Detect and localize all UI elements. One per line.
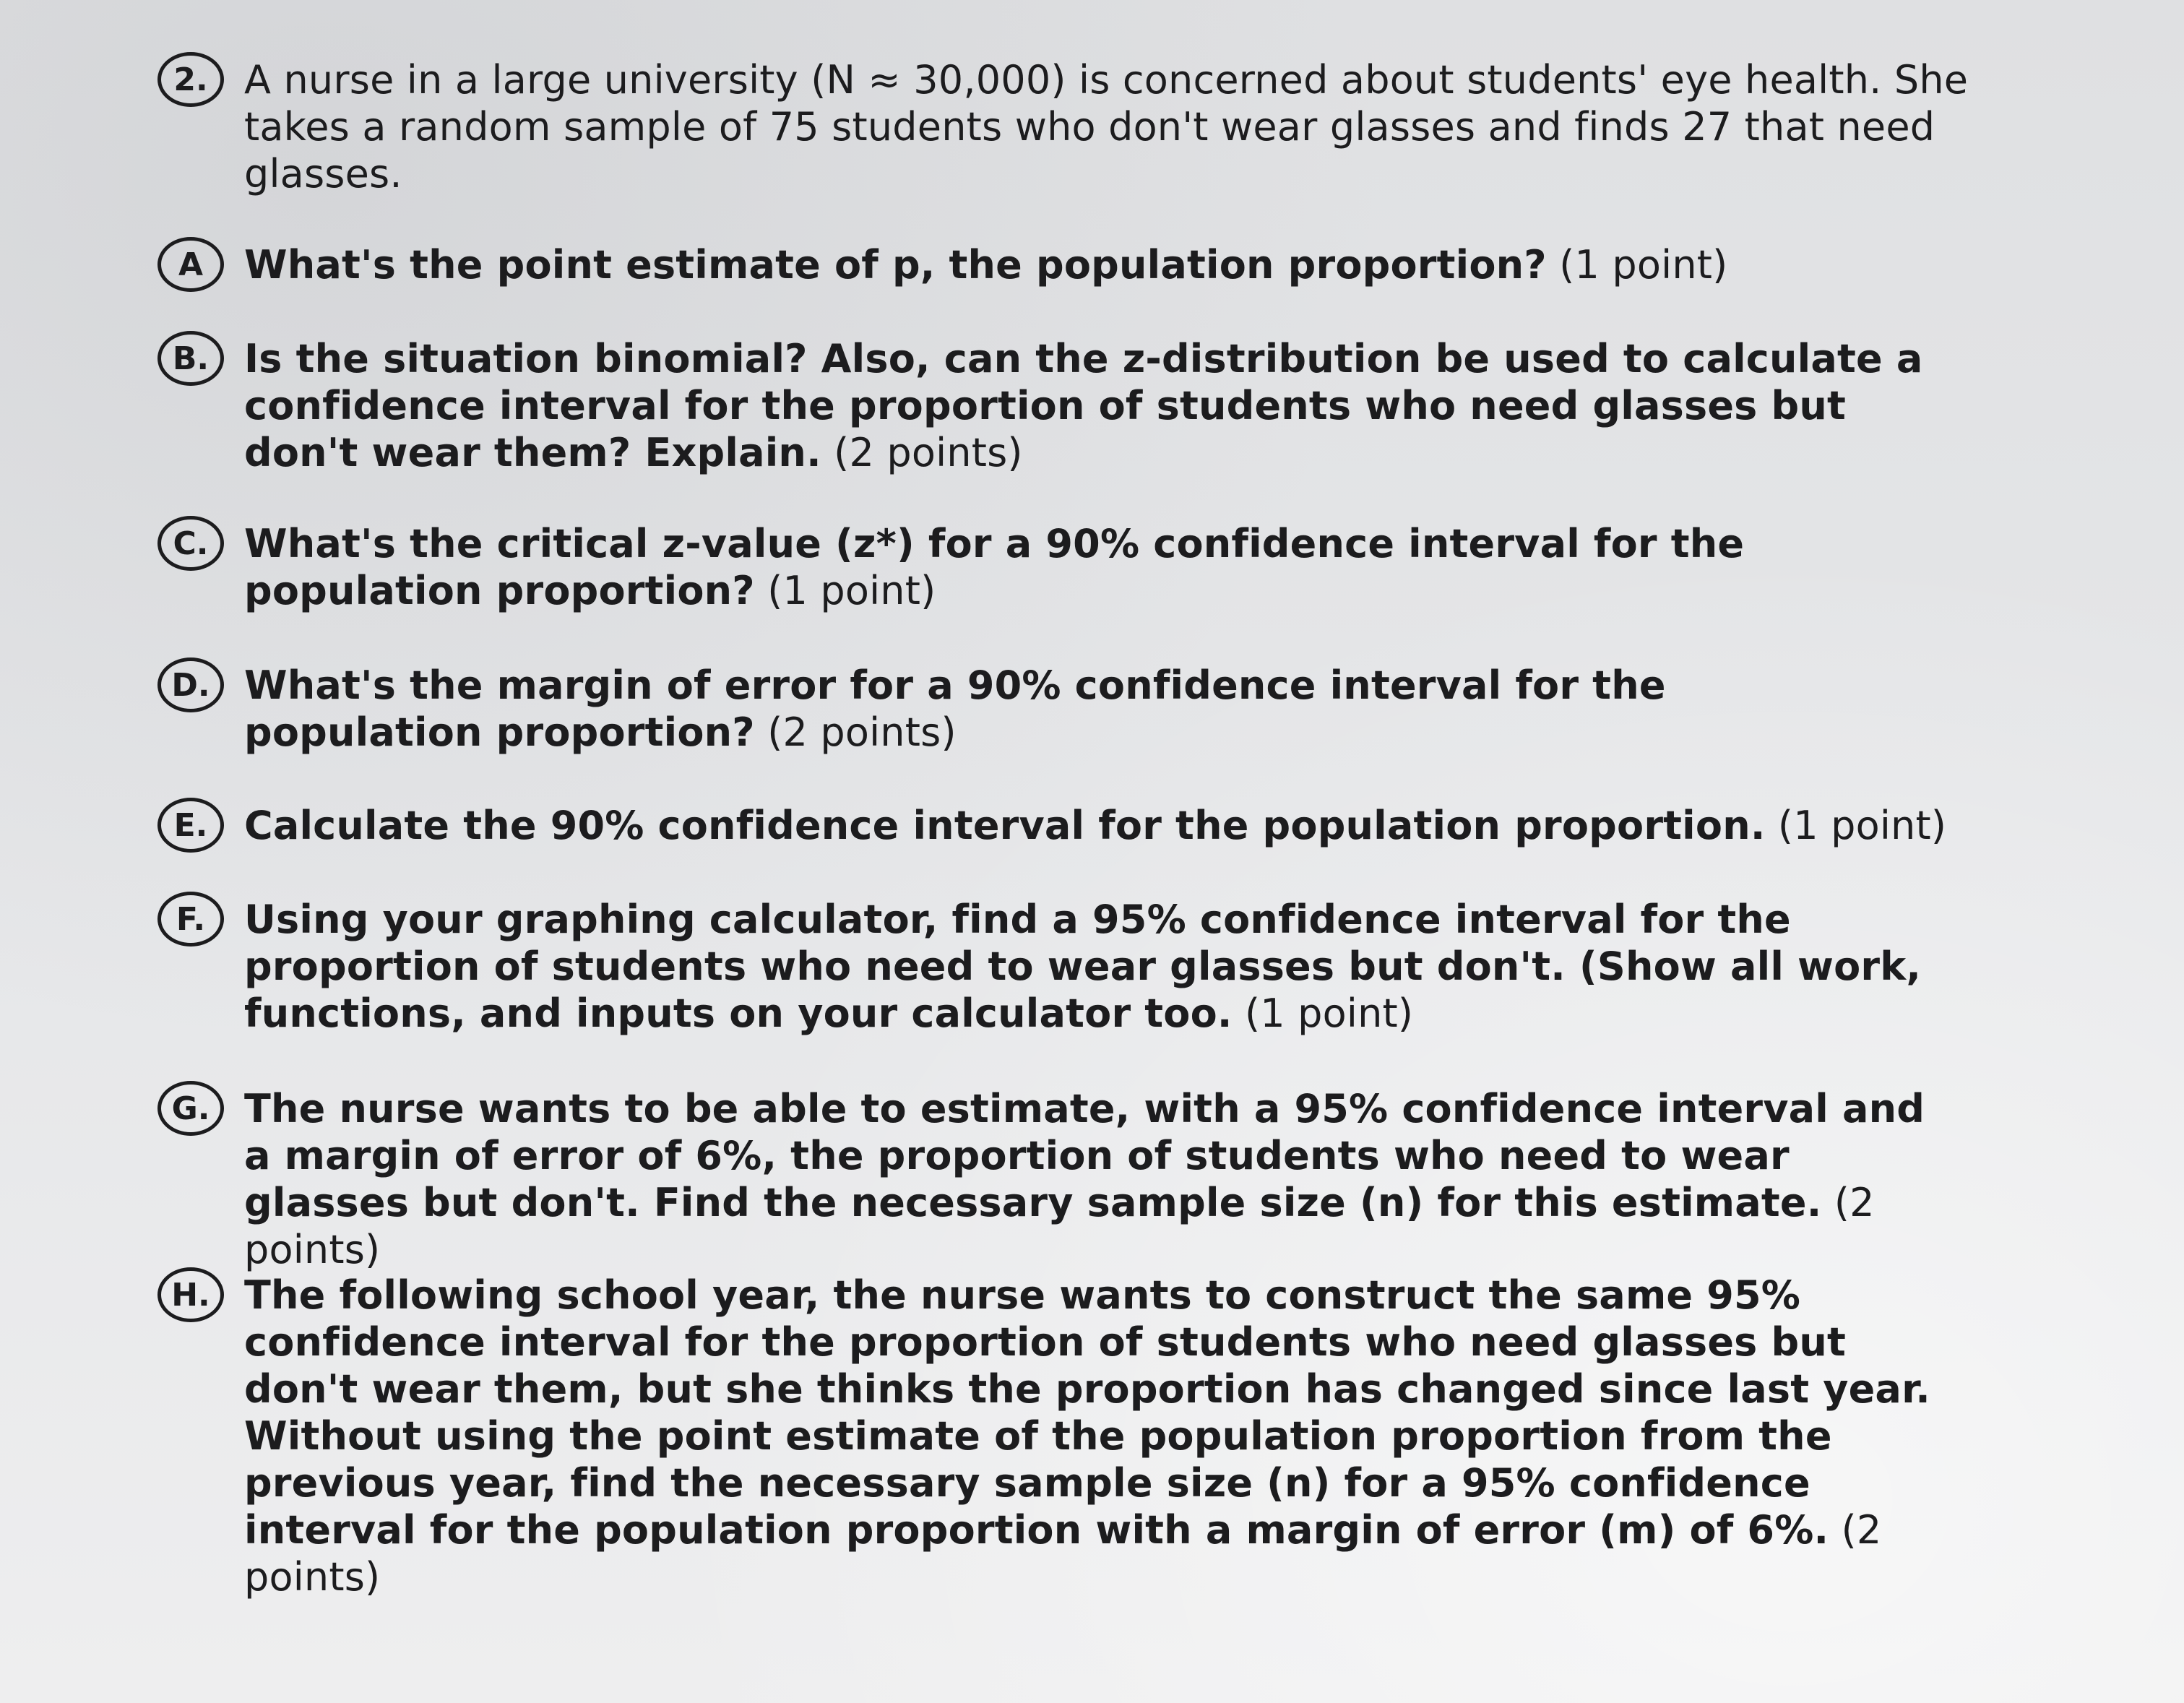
part-d xyxy=(171,662,1906,756)
part-h-points: (2 points) xyxy=(244,1507,1882,1600)
problem-stem-text xyxy=(244,56,2021,197)
problem-stem-line-3: glasses. xyxy=(244,151,402,197)
part-b-points: (2 points) xyxy=(834,430,1023,475)
part-a-points: (1 point) xyxy=(1559,242,1728,288)
part-h xyxy=(171,1272,1964,1600)
part-b-question: Is the situation binomial? Also, can the z-distribution be used to calculate a confidence interval for the proportion of students who need glasses but don't wear them? Explain. xyxy=(244,336,1923,475)
part-c-points: (1 point) xyxy=(767,568,936,613)
problem-2-stem xyxy=(173,56,2021,197)
part-e xyxy=(173,802,2094,849)
part-b xyxy=(172,335,1935,476)
problem-stem-line-2: takes a random sample of 75 students who don't wear glasses and finds 27 that need xyxy=(244,104,1935,150)
part-c-question: What's the critical z-value (z*) for a 90% confidence interval for the population proportion? xyxy=(244,521,1745,613)
part-e-circle: E. xyxy=(157,798,224,853)
part-d-question: What's the margin of error for a 90% confidence interval for the population proportion? xyxy=(244,663,1666,755)
part-b-circle: B. xyxy=(157,331,224,386)
part-g-points: (2 points) xyxy=(244,1180,1875,1272)
part-d-points: (2 points) xyxy=(767,710,957,755)
part-a-question: What's the point estimate of p, the population proportion? xyxy=(244,242,1547,288)
part-c-circle: C. xyxy=(157,516,224,571)
part-e-question: Calculate the 90% confidence interval for the population proportion. xyxy=(244,803,1766,848)
part-g-question: The nurse wants to be able to estimate, with a 95% confidence interval and a margin of error of 6%, the proportion of students who need to wear glasses but don't. Find the necessary sample size (n) for this estimate. xyxy=(244,1086,1925,1225)
part-f-question: Using your graphing calculator, find a 95% confidence interval for the proportion of students who need to wear glasses but don't. (Show all work, functions, and inputs on your calculator too. xyxy=(244,897,1922,1036)
problem-stem-line-1: A nurse in a large university (N ≈ 30,000) is concerned about students' eye health. She xyxy=(244,57,1969,103)
part-f xyxy=(176,896,1928,1037)
part-a-circle: A xyxy=(157,237,224,292)
part-f-points: (1 point) xyxy=(1244,991,1414,1036)
part-h-question: The following school year, the nurse wants to construct the same 95% confidence interval for the proportion of students who need glasses but don't wear them, but she thinks the proportion has changed since last year. Without using the point estimate of the population proportion from the previous year, find the necessary sample size (n) for a 95% confidence interval for the population proportion with a margin of error (m) of 6%. xyxy=(244,1272,1930,1553)
part-f-circle: F. xyxy=(157,892,224,947)
problem-number-circle: 2. xyxy=(157,52,224,107)
part-g xyxy=(171,1085,1964,1273)
part-e-points: (1 point) xyxy=(1777,803,1947,848)
part-c xyxy=(173,520,1993,614)
part-a xyxy=(178,241,2021,288)
part-d-circle: D. xyxy=(157,658,224,712)
part-h-circle: H. xyxy=(157,1267,224,1322)
part-g-circle: G. xyxy=(157,1081,224,1136)
